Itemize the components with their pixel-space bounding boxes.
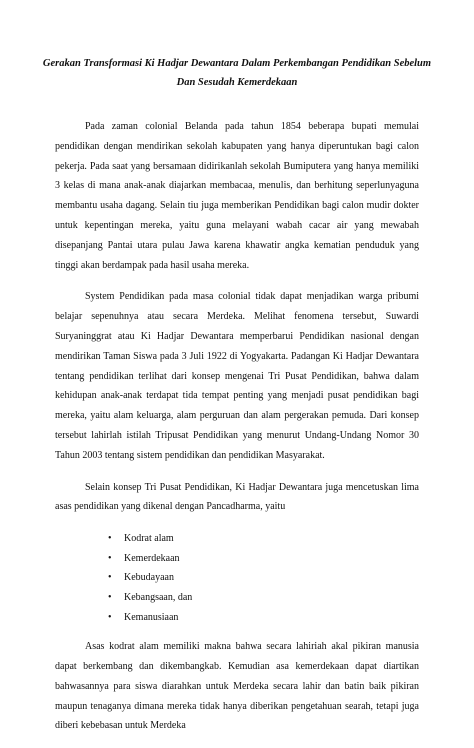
document-title: Gerakan Transformasi Ki Hadjar Dewantara Dalam Perkembangan Pendidikan Sebelum Dan Sesudah Kemerdekaan: [42, 58, 432, 88]
paragraph-pancadharma-intro: Selain konsep Tri Pusat Pendidikan, Ki Hadjar Dewantara juga mencetuskan lima asas pendidikan yang dikenal dengan Pancadharma, yaitu: [55, 481, 419, 513]
list-item: • Kebangsaan, dan: [108, 588, 419, 608]
paragraph-taman-siswa: System Pendidikan pada masa colonial tidak dapat menjadikan warga pribumi belajar sepenuhnya atau secara Merdeka. Melihat fenomena tersebut, Suwardi Suryaninggrat atau Ki Hadjar Dewantara memperbarui Pendidikan nasional dengan mendirikan Taman Siswa pada 3 Juli 1922 di Yogyakarta. Padangan Ki Hadjar Dewantara tentang pendidikan terlihat dari konsep mengenai Tri Pusat Pendidikan, bahwa dalam kehidupan anak-anak terdapat tida tempat penting yang menjadi pusat pendidikan bagi mereka, yaitu alam keluarga, alam perguruan dan alam pergerakan pemuda. Dari konsep tersebut lahirlah istilah Tripusat Pendidikan yang menurut Undang-Undang Nomor 30 Tahun 2003 tentang sistem pendidikan dan pendidikan Masyarakat.: [55, 291, 419, 461]
list-item: • Kemanusiaan: [108, 608, 419, 628]
paragraph-asas-explanation: Asas kodrat alam memiliki makna bahwa secara lahiriah akal pikiran manusia dapat berkembang dan dikembangkab. Kemudian asa kemerdekaan dapat diartikan bahwasannya para siswa diarahkan untuk Merdeka secara lahir dan batin baik pikiran maupun tenaganya dimana mereka tidak hanya diberikan pengetahuan searah, tetapi juga diberi kebebasan untuk Merdeka: [55, 641, 419, 732]
pancadharma-list: [55, 529, 419, 627]
list-item: • Kebudayaan: [108, 568, 419, 588]
list-item: • Kodrat alam: [108, 529, 419, 549]
paragraph-colonial-education: Pada zaman colonial Belanda pada tahun 1854 beberapa bupati memulai pendidikan dengan mendirikan sekolah kabupaten yang hanya diperuntukan bagi calon pekerja. Pada saat yang bersamaan didirikanlah sekolah Bumiputera yang hanya memiliki 3 kelas di mana anak-anak diajarkan membacaa, menulis, dan berhitung seperlunyaguna membantu usaha dagang. Selain tiu juga memberikan Pendidikan bagi calon mudir dokter untuk kepentingan mereka, yaitu guna melayani wabah cacar air yang mewabah disepanjang Pantai utara pulau Jawa karena khawatir angka kematian penduduk yang tinggi akan berdampak pada hasil usaha mereka.: [55, 121, 419, 271]
document-body: [55, 117, 419, 748]
list-item: • Kemerdekaan: [108, 549, 419, 569]
